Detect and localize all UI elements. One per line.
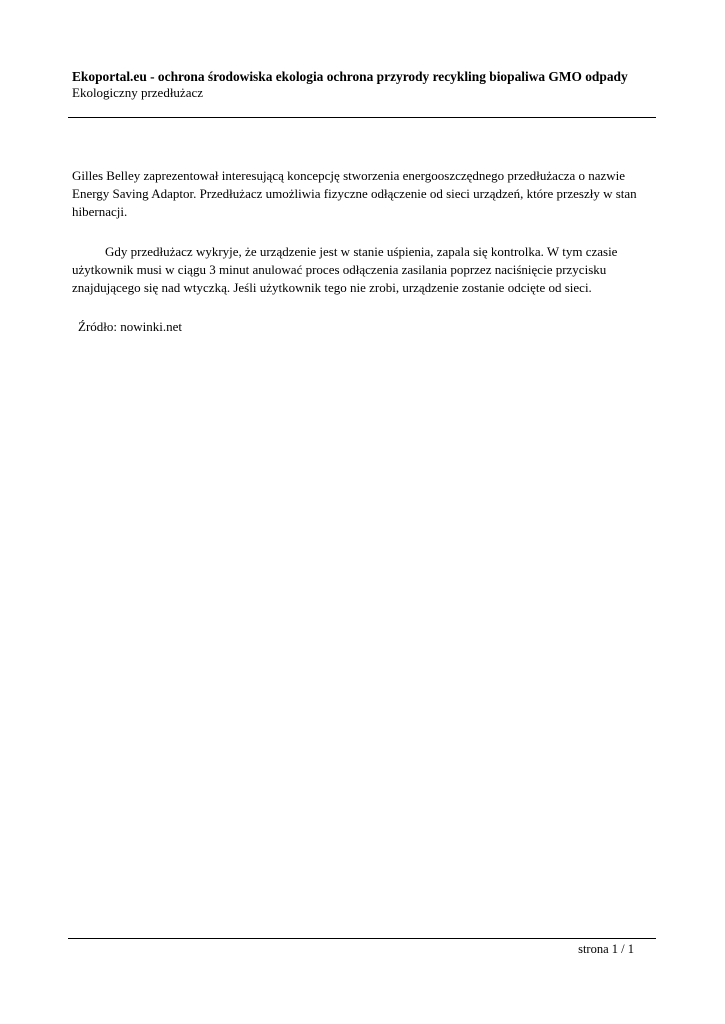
site-title: Ekoportal.eu - ochrona środowiska ekologia ochrona przyrody recykling biopaliwa GMO odpady bbox=[72, 69, 628, 84]
source-citation: Źródło: nowinki.net bbox=[78, 319, 182, 334]
header-divider bbox=[68, 117, 656, 118]
document-header bbox=[72, 68, 662, 101]
article-title: Ekologiczny przedłużacz bbox=[72, 85, 204, 100]
page-number: strona 1 / 1 bbox=[578, 942, 634, 956]
article-paragraph-2: Gdy przedłużacz wykryje, że urządzenie jest w stanie uśpienia, zapala się kontrolka. W tym czasie użytkownik musi w ciągu 3 minut anulować proces odłączenia zasilania poprzez naciśnięcie przycisku znajdującego się nad wtyczką. Jeśli użytkownik tego nie zrobi, urządzenie zostanie odcięte od sieci. bbox=[72, 244, 618, 295]
article-paragraph-1: Gilles Belley zaprezentował interesującą koncepcję stworzenia energooszczędnego przedłużacza o nazwie Energy Saving Adaptor. Przedłużacz umożliwia fizyczne odłączenie od sieci urządzeń, które przeszły w stan hibernacji. bbox=[72, 168, 637, 219]
footer-divider bbox=[68, 938, 656, 939]
